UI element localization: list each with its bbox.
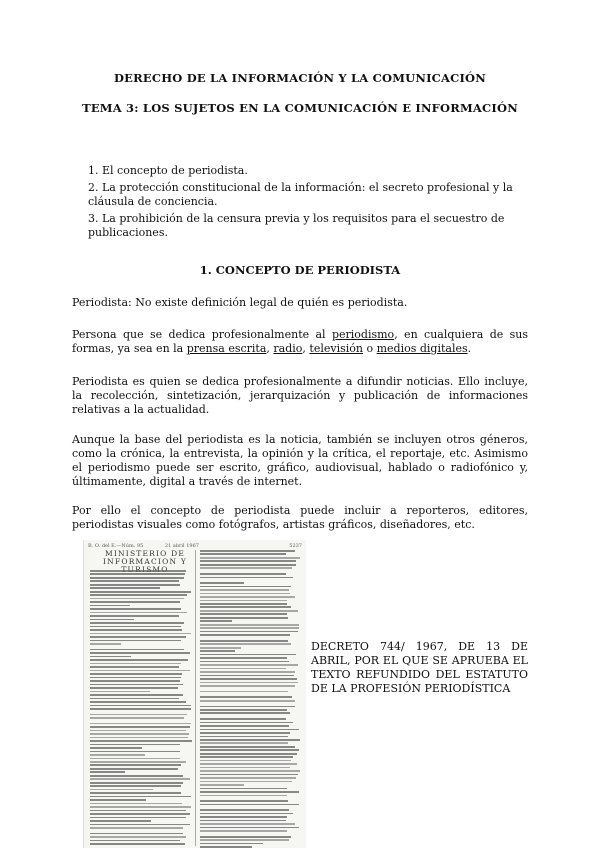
scan-text-line: [90, 640, 181, 642]
scan-text-line: [200, 567, 292, 569]
scan-text-line: [200, 804, 299, 806]
scan-text-line: [200, 843, 263, 845]
scan-text-line: [90, 840, 180, 842]
scan-text-line: [200, 813, 293, 815]
scan-text-line: [200, 760, 291, 762]
scan-text-line: [200, 640, 288, 642]
text-span: ,: [266, 342, 274, 355]
scan-text-line: [90, 730, 186, 732]
scan-text-line: [200, 675, 294, 677]
scan-text-line: [200, 564, 296, 566]
scan-text-line: [90, 687, 178, 689]
scan-text-line: [90, 744, 180, 746]
scan-text-line: [200, 791, 299, 793]
topic-title: TEMA 3: LOS SUJETOS EN LA COMUNICACIÓN E INFORMACIÓN: [82, 101, 518, 115]
scan-text-line: [90, 612, 187, 614]
scan-text-line: [90, 608, 181, 610]
scan-text-line: [90, 698, 179, 700]
link-medios-digitales[interactable]: medios digitales: [376, 342, 468, 355]
scan-text-line: [200, 706, 295, 708]
scan-text-line: [200, 620, 232, 622]
scan-text-line: [90, 684, 183, 686]
scan-text-line: [90, 843, 185, 845]
scan-text-line: [200, 603, 287, 605]
scan-text-line: [90, 827, 183, 829]
scan-text-line: [90, 705, 191, 707]
scan-text-line: [90, 733, 189, 735]
scan-text-line: [200, 582, 244, 584]
scan-text-line: [90, 601, 180, 603]
scan-text-line: [90, 622, 184, 624]
section-heading: 1. CONCEPTO DE PERIODISTA: [199, 263, 401, 277]
scan-text-line: [200, 742, 288, 744]
scan-text-line: [200, 722, 293, 724]
scan-text-line: [90, 761, 186, 763]
scan-text-line: [200, 657, 287, 659]
scan-text-line: [90, 778, 190, 780]
scan-text-line: [90, 824, 190, 826]
decree-caption: DECRETO 744/ 1967, DE 13 DE ABRIL, POR EL QUE SE APRUEBA EL TEXTO REFUNDIDO DEL ESTATUTO DE LA PROFESIÓN PERIODÍSTICA: [311, 640, 528, 695]
scan-text-line: [90, 584, 180, 586]
scan-text-line: [90, 673, 182, 675]
scan-text-line: [200, 586, 291, 588]
text-span: ,: [302, 342, 310, 355]
scan-text-line: [90, 649, 184, 651]
scan-text-line: [200, 823, 295, 825]
scan-text-line: [90, 680, 180, 682]
scan-text-line: [90, 758, 180, 760]
scan-text-line: [200, 610, 298, 612]
scan-text-line: [90, 796, 191, 798]
scan-text-line: [200, 557, 300, 559]
scan-text-line: [200, 732, 290, 734]
scan-text-line: [200, 739, 300, 741]
scan-text-line: [90, 754, 145, 756]
scan-text-line: [90, 659, 188, 661]
scan-text-line: [90, 806, 191, 808]
scan-header-page: 5237: [289, 543, 302, 549]
scan-text-line: [200, 777, 296, 779]
scan-text-line: [200, 816, 287, 818]
scan-text-line: [200, 647, 241, 649]
scan-text-line: [200, 600, 287, 602]
scan-ministry-heading: MINISTERIO DE INFORMACION Y: [103, 549, 187, 566]
table-of-contents: [88, 164, 528, 243]
toc-item: 3. La prohibición de la censura previa y los requisitos para el secuestro de publicaciones.: [88, 211, 505, 239]
scan-text-line: [200, 800, 288, 802]
scan-text-line: [90, 670, 190, 672]
scan-text-line: [200, 593, 290, 595]
scan-text-line: [200, 668, 286, 670]
scan-text-line: [200, 756, 293, 758]
scan-text-line: [90, 723, 191, 725]
scan-text-line: [200, 725, 289, 727]
scan-text-line: [90, 691, 150, 693]
scan-text-line: [200, 763, 297, 765]
scan-text-line: [90, 813, 190, 815]
scan-text-line: [200, 643, 291, 645]
scan-text-line: [200, 685, 295, 687]
scan-text-line: [90, 836, 186, 838]
scan-text-line: [200, 696, 292, 698]
scan-text-line: [90, 714, 187, 716]
scan-text-line: [90, 636, 186, 638]
boe-scan-image: [83, 540, 306, 848]
scan-text-line: [90, 785, 181, 787]
scan-text-line: [200, 634, 290, 636]
scan-text-line: [90, 789, 153, 791]
link-periodismo[interactable]: periodismo: [331, 328, 395, 341]
scan-text-line: [200, 550, 295, 552]
scan-text-line: [200, 746, 295, 748]
scan-text-line: [200, 596, 295, 598]
scan-text-line: [200, 682, 298, 684]
scan-text-line: [200, 712, 290, 714]
link-television[interactable]: televisión: [309, 342, 363, 355]
scan-text-line: [90, 598, 184, 600]
scan-text-line: [200, 573, 286, 575]
scan-text-line: [90, 580, 179, 582]
scan-text-line: [200, 606, 291, 608]
scan-text-line: [90, 619, 134, 621]
scan-text-line: [90, 803, 182, 805]
scan-right-column: [200, 550, 300, 848]
text-span: o: [362, 342, 377, 355]
scan-text-line: [200, 781, 292, 783]
scan-header-date: 21 abril 1967: [164, 543, 199, 549]
scan-text-line: [90, 740, 192, 742]
scan-text-line: [90, 577, 184, 579]
scan-text-line: [200, 560, 296, 562]
scan-text-line: [90, 764, 181, 766]
scan-text-line: [90, 605, 130, 607]
scan-text-line: [90, 810, 186, 812]
scan-text-line: [90, 652, 190, 654]
scan-text-line: [90, 587, 160, 589]
scan-text-line: [200, 631, 298, 633]
scan-text-line: [200, 577, 293, 579]
document-title: DERECHO DE LA INFORMACIÓN Y LA COMUNICACIÓN: [114, 71, 486, 85]
scan-text-line: [200, 664, 298, 666]
scan-text-line: [200, 809, 289, 811]
scan-text-line: [90, 656, 131, 658]
toc-item: 2. La protección constitucional de la información: el secreto profesional y la cláusula de conciencia.: [88, 180, 513, 208]
scan-text-line: [200, 718, 286, 720]
scan-text-line: [90, 747, 142, 749]
paragraph-profession: [72, 328, 528, 356]
paragraph-news: Periodista es quien se dedica profesionalmente a difundir noticias. Ello incluye, la recolección, sintetización, jerarquización y publicación de informaciones relativas a la actualidad.: [72, 375, 528, 416]
scan-text-line: [90, 737, 188, 739]
scan-text-line: [200, 749, 299, 751]
scan-header-left: B. O. del E.—Núm. 95: [88, 543, 144, 549]
scan-text-line: [90, 771, 125, 773]
scan-text-line: [90, 775, 183, 777]
scan-text-line: [200, 784, 244, 786]
scan-text-line: [90, 820, 151, 822]
scan-text-line: [90, 573, 185, 575]
scan-text-line: [200, 795, 287, 797]
scan-text-line: [200, 613, 287, 615]
scan-text-line: [200, 788, 287, 790]
scan-text-line: [200, 700, 295, 702]
text-span: , en cualquiera de sus formas, ya sea en la: [72, 328, 529, 355]
scan-text-line: [90, 629, 182, 631]
link-radio[interactable]: radio: [273, 342, 303, 355]
scan-text-line: [200, 736, 288, 738]
link-prensa-escrita[interactable]: prensa escrita: [186, 342, 267, 355]
scan-text-line: [200, 624, 299, 626]
scan-text-line: [90, 708, 191, 710]
scan-text-line: [200, 617, 288, 619]
scan-text-line: [90, 792, 181, 794]
scan-text-line: [90, 677, 181, 679]
scan-text-line: [90, 717, 184, 719]
scan-column-divider: [195, 550, 196, 846]
scan-text-line: [90, 751, 180, 753]
scan-text-line: [200, 589, 289, 591]
scan-text-line: [200, 836, 291, 838]
toc-item: 1. El concepto de periodista.: [88, 164, 248, 177]
scan-text-line: [200, 827, 299, 829]
scan-text-line: [200, 661, 289, 663]
scan-text-line: [200, 678, 297, 680]
paragraph-scope: Por ello el concepto de periodista puede incluir a reporteros, editores, periodistas visuales como fotógrafos, artistas gráficos, diseñadores, etc.: [72, 504, 528, 531]
scan-text-line: [90, 615, 179, 617]
scan-text-line: [90, 726, 190, 728]
scan-text-line: [200, 671, 295, 673]
paragraph-genres: Aunque la base del periodista es la noticia, también se incluyen otros géneros, como la crónica, la entrevista, la opinión y la crítica, el reportaje, etc. Asimismo el periodismo puede ser escrito, gráfico, audiovisual, hablado o radiofónico y, últimamente, digital a través de internet.: [72, 433, 528, 488]
scan-text-line: [90, 782, 183, 784]
scan-text-line: [200, 770, 300, 772]
scan-text-line: [200, 627, 299, 629]
scan-text-line: [200, 553, 286, 555]
scan-text-line: [90, 833, 183, 835]
scan-text-line: [200, 839, 289, 841]
text-span: .: [467, 342, 472, 355]
scan-text-line: [90, 570, 186, 572]
scan-text-line: [90, 663, 181, 665]
scan-text-line: [200, 830, 287, 832]
scan-text-line: [90, 817, 186, 819]
text-span: Persona que se dedica profesionalmente al: [72, 328, 332, 341]
paragraph-definition: Periodista: No existe definición legal de quién es periodista.: [72, 296, 408, 309]
scan-text-line: [90, 633, 191, 635]
scan-text-line: [90, 594, 187, 596]
scan-text-line: [90, 701, 186, 703]
scan-text-line: [90, 626, 181, 628]
scan-text-line: [200, 650, 235, 652]
scan-text-line: [200, 753, 297, 755]
scan-text-line: [90, 694, 183, 696]
scan-text-line: [200, 820, 286, 822]
scan-text-line: [90, 643, 121, 645]
scan-text-line: [90, 799, 146, 801]
scan-text-line: [200, 767, 290, 769]
scan-text-line: [200, 654, 296, 656]
scan-text-line: [200, 729, 299, 731]
scan-text-line: [90, 768, 178, 770]
scan-text-line: [90, 591, 191, 593]
scan-text-line: [200, 709, 287, 711]
scan-text-line: [200, 691, 288, 693]
scan-text-line: [200, 774, 298, 776]
scan-text-line: [90, 666, 179, 668]
scan-left-column: [90, 570, 192, 847]
